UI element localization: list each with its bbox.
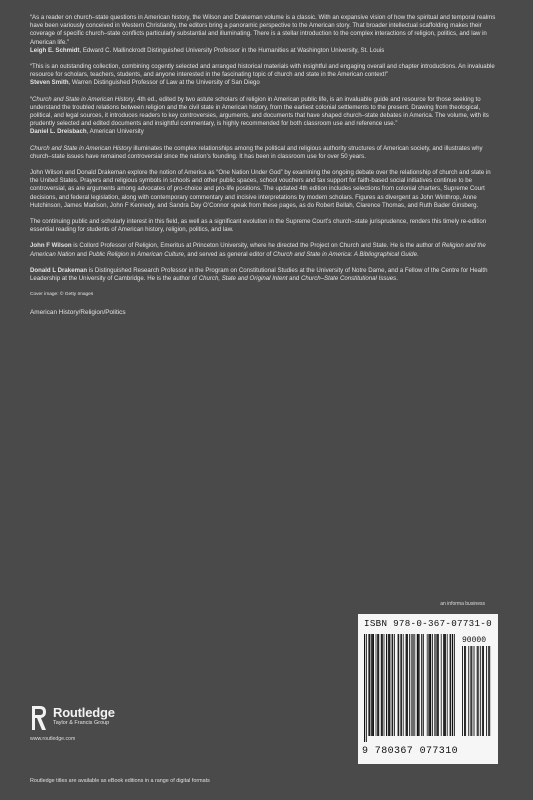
blurb-affiliation: , Warren Distinguished Professor of Law at the University of San Diego [68, 79, 260, 87]
publisher-name: Routledge [53, 705, 115, 720]
barcode-addon-bar [462, 646, 463, 736]
blurb-quote-text: , 4th ed., edited by two astute scholars of religion in American public life, is an invaluable guide and resource for those seeking to understand the troubled relations between religion and the civil state in American history, from the earliest colonial settlements to the present. Drawing from theological, political, and legal sources, it introduces readers to key controversies, arguments, and documents that have shaped church–state debates in America. The volume, with its prudently selected and edited documents and insightful commentary, is highly recommended for both classroom use and reference use.” [30, 95, 489, 128]
barcode-bar [386, 634, 387, 736]
barcode-bar [373, 634, 374, 736]
barcode-bar [418, 634, 419, 736]
barcode-bar [432, 634, 433, 736]
barcode-bar [417, 634, 418, 736]
barcode-bar [382, 634, 383, 736]
bio-text: is Collord Professor of Religion, Emeritus at Princeton University, where he directed the Project on Church and State. He is the author of [71, 242, 442, 250]
barcode-addon-bar [488, 646, 489, 736]
barcode-bar [392, 634, 393, 736]
barcode-bar [443, 634, 444, 736]
barcode-bar [364, 634, 365, 742]
book-title: Public Religion in American Culture [88, 250, 184, 258]
book-title: Church and State in American History [32, 95, 134, 103]
book-title: Church, State and Original Intent [198, 275, 288, 283]
barcode-bar [419, 634, 420, 736]
blurb-smith [30, 63, 499, 88]
cover-footer [0, 598, 533, 800]
barcode-bar [438, 634, 439, 736]
barcode-bar [376, 634, 377, 736]
barcode-bar [388, 634, 389, 736]
barcode-number: 9 780367 077310 [362, 746, 459, 757]
barcode-addon-bar [489, 646, 490, 736]
barcode-bar [421, 634, 422, 736]
author-bio-wilson [30, 242, 499, 258]
routledge-logo-icon [30, 704, 48, 732]
book-title: Church–State Constitutional Issues [301, 275, 397, 283]
barcode-addon-bar [464, 646, 465, 736]
blurb-quote: “This is an outstanding collection, combining cogently selected and arranged historical materials with insightful and engaging overall and chapter introductions. An invaluable resource for scholars, teachers, students, and anyone interested in the fascinating topic of church and state in the American context!” [30, 63, 495, 79]
informa-imprint: an informa business [440, 601, 485, 607]
blurb-author: Daniel L. Dreisbach [30, 128, 87, 136]
blurb-affiliation: , Edward C. Mallinckrodt Distinguished University Professor in the Humanities at Washington University, St. Louis [79, 46, 385, 54]
barcode-bar [445, 634, 446, 736]
publisher-group: Taylor & Francis Group [53, 720, 110, 726]
barcode-bar [401, 634, 402, 736]
barcode-bar [434, 634, 435, 736]
author-name: Donald L Drakeman [30, 266, 88, 274]
barcode-bar [412, 634, 413, 736]
blurb-quote: “Church and State in American History, 4th ed., edited by two astute scholars of religion in American public life, is an invaluable guide and resource for those seeking to understand the troubled relations between religion and the civil state in American history, from the earliest colonial settlements to the present. Drawing from theological, political, and legal sources, it introduces readers to key controversies, arguments, and documents that have shaped church–state debates in America. The volume, with its prudently selected and edited documents and insightful commentary, is highly recommended for both classroom use and reference use.” [30, 95, 489, 128]
cover-image-credit: Cover image: © Getty Images [30, 292, 94, 298]
barcode-addon-bar [480, 646, 481, 736]
barcode-bar [452, 634, 453, 736]
blurb-affiliation: , American University [86, 128, 144, 136]
barcode-bar [384, 634, 385, 736]
barcode-bar [398, 634, 399, 736]
book-title: Church and State in American History [30, 144, 132, 152]
barcode-bar [389, 634, 390, 736]
barcode-addon-bar [483, 646, 484, 736]
barcode-bar [436, 634, 437, 736]
blurb-quote: “As a reader on church–state questions in American history, the Wilson and Drakeman volume is a classic. With an expansive vision of how the spiritual and temporal realms have been variously conceived in Western Christianity, the editors bring a panoramic perspective to the American story. That broader intellectual scaffolding makes their coverage of specific church–state conflicts particularly substantial and illuminating. There is a stellar introduction to the complex interactions of religion, politics, and law in American life.” [30, 14, 496, 46]
subject-category: American History/Religion/Politics [30, 309, 126, 317]
barcode-bar [450, 634, 451, 736]
publisher-url: www.routledge.com [30, 736, 76, 742]
barcode-addon-bar [477, 646, 478, 736]
isbn-barcode [358, 614, 498, 764]
barcode-bar [454, 634, 455, 736]
barcode-bar [414, 634, 415, 736]
barcode-bar [377, 634, 378, 736]
barcode-bar [378, 634, 379, 736]
barcode-bar [394, 634, 395, 736]
barcode-addon-bar [465, 646, 466, 736]
barcode-bar [427, 634, 428, 736]
barcode-bar [370, 634, 371, 736]
barcode-bar [441, 634, 442, 736]
blurb-author: Steven Smith [30, 79, 69, 87]
bio-text: . [396, 275, 398, 283]
barcode-bar [390, 634, 391, 736]
description-paragraph [30, 145, 499, 161]
barcode-bar [428, 634, 429, 736]
barcode-bar [368, 634, 369, 736]
description-paragraph: The continuing public and scholarly interest in this field, as well as a significant evolution in the Supreme Court’s church–state jurisprudence, renders this timely re-edition essential reading for students of American history, religion, politics, and law. [30, 218, 487, 234]
barcode-bar [400, 634, 401, 736]
barcode-bar [372, 634, 373, 736]
barcode-bar [398, 634, 399, 736]
cover-text [30, 14, 499, 318]
barcode-bar [366, 634, 367, 742]
barcode-addon: 90000 [462, 636, 487, 645]
author-name: John F Wilson [30, 242, 72, 250]
barcode-addon-bar [471, 646, 472, 736]
blurb-attribution [30, 128, 499, 136]
barcode-bar [409, 634, 410, 736]
barcode-addon-bar [482, 646, 483, 736]
publisher-logo [30, 704, 170, 744]
book-title: Religion and the American Nation [30, 242, 486, 258]
barcode-bar [450, 634, 451, 736]
isbn-text: ISBN 978-0-367-07731-0 [364, 618, 492, 629]
blurb-schmidt [30, 14, 499, 55]
barcode-addon-bar [474, 646, 475, 736]
blurb-attribution [30, 47, 499, 55]
blurb-attribution [30, 79, 499, 87]
bio-text: and [287, 275, 301, 283]
barcode-bar [371, 634, 372, 736]
bio-text: and [75, 250, 89, 258]
blurb-dreisbach [30, 96, 499, 137]
barcode-bar [444, 634, 445, 736]
description-paragraph: John Wilson and Donald Drakeman explore the notion of America as “One Nation Under God” by examining the ongoing debate over the relationship of church and state in the United States. Prayers and religious symbols in schools and other public spaces, school vouchers and tax support for faith-based social initiatives continue to be controversial, as are arguments among advocates of pro-choice and pro-life positions. The updated 4th edition includes selections from colonial charters, Supreme Court decisions, and federal legislation, along with contemporary commentary and incisive interpretations by modern scholars. Figures as divergent as John Winthrop, Anne Hutchinson, James Madison, John F Kennedy, and Sandra Day O’Connor speak from these pages, as do Robert Bellah, Clarence Thomas, and Ruth Bader Ginsberg. [30, 169, 491, 209]
barcode-bar [406, 634, 407, 736]
barcode-addon-bar [468, 646, 469, 736]
description-text: illuminates the complex relationships among the political and religious authority structures of American society, and illustrates why church–state issues have remained controversial since the nation’s founding. It has been in classroom use for over 50 years. [30, 144, 483, 160]
barcode-bar [430, 634, 431, 736]
author-bio-drakeman [30, 267, 499, 283]
book-title: Church and State in America: A Bibliographical Guide [273, 250, 417, 258]
barcode-bar [429, 634, 430, 736]
barcode-addon-bar [478, 646, 479, 736]
barcode-addon-bar [470, 646, 471, 736]
barcode-bar [403, 634, 404, 736]
bio-text: is Distinguished Research Professor in the Program on Constitutional Studies at the University of Notre Dame, and a Fellow of the Centre for Health Leadership at the University of Cambridge. He is the author of [30, 266, 488, 283]
barcode-addon-bar [486, 646, 487, 736]
bio-text: , and served as general editor of [183, 250, 273, 258]
barcode-icon [362, 634, 494, 746]
barcode-bar [392, 634, 393, 736]
barcode-bar [406, 634, 407, 736]
barcode-bar [437, 634, 438, 736]
barcode-bar [411, 634, 412, 736]
barcode-bar [447, 634, 448, 736]
bio-text: . [416, 250, 419, 258]
barcode-bar [423, 634, 424, 736]
barcode-bar [381, 634, 382, 736]
blurb-author: Leigh E. Schmidt [30, 46, 80, 54]
ebook-note: Routledge titles are available as eBook editions in a range of digital formats [30, 778, 210, 784]
barcode-bar [407, 634, 408, 736]
